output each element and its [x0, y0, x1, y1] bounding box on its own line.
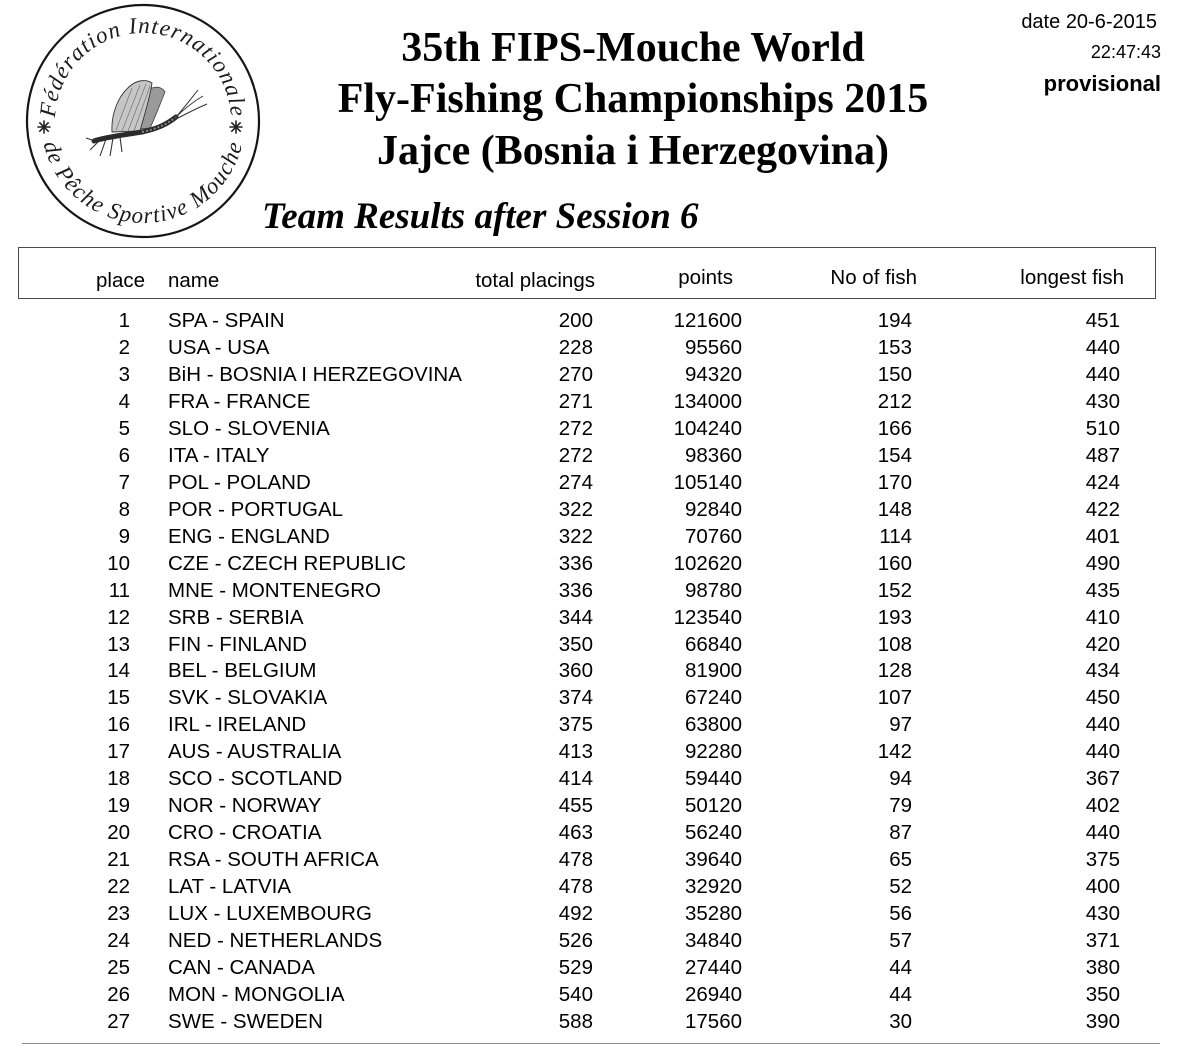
cell-points: 35280 — [684, 902, 742, 926]
cell-total-placings: 274 — [558, 470, 593, 494]
cell-points: 81900 — [684, 659, 742, 683]
table-row — [0, 469, 1181, 496]
cell-name: NOR - NORWAY — [168, 794, 322, 818]
cell-longest-fish: 434 — [1085, 659, 1120, 683]
cell-no-of-fish: 193 — [877, 605, 912, 629]
cell-longest-fish: 440 — [1085, 713, 1120, 737]
cell-no-of-fish: 114 — [879, 524, 912, 548]
cell-place: 22 — [107, 875, 130, 899]
cell-no-of-fish: 170 — [877, 470, 912, 494]
bottom-divider — [22, 1043, 1160, 1044]
cell-points: 92840 — [684, 497, 742, 521]
cell-total-placings: 374 — [558, 686, 593, 710]
column-header-place: place — [95, 268, 145, 292]
cell-name: USA - USA — [168, 335, 270, 359]
cell-total-placings: 455 — [558, 794, 593, 818]
column-header-longest-fish: longest fish — [1020, 265, 1124, 289]
fips-logo — [0, 0, 290, 245]
cell-longest-fish: 490 — [1085, 551, 1120, 575]
cell-points: 102620 — [673, 551, 742, 575]
cell-points: 98360 — [684, 443, 742, 467]
cell-name: MON - MONGOLIA — [168, 983, 345, 1006]
cell-no-of-fish: 152 — [877, 578, 912, 602]
cell-longest-fish: 375 — [1085, 848, 1120, 872]
cell-points: 134000 — [673, 389, 742, 413]
cell-place: 10 — [107, 551, 130, 575]
table-row — [0, 927, 1181, 954]
page-subtitle: Team Results after Session 6 — [262, 196, 699, 237]
cell-points: 27440 — [684, 956, 742, 980]
cell-points: 34840 — [684, 929, 742, 953]
cell-no-of-fish: 44 — [889, 956, 912, 980]
table-row — [0, 873, 1181, 900]
cell-name: SCO - SCOTLAND — [168, 767, 343, 791]
logo-bottom-text: de Pêche Sportive Mouche — [38, 137, 248, 229]
cell-no-of-fish: 212 — [877, 389, 912, 413]
cell-place: 1 — [118, 309, 130, 332]
cell-place: 13 — [107, 632, 130, 656]
table-row — [0, 442, 1181, 469]
cell-name: NED - NETHERLANDS — [168, 929, 383, 953]
table-row — [0, 415, 1181, 442]
cell-place: 8 — [118, 497, 130, 521]
cell-total-placings: 540 — [558, 983, 593, 1006]
cell-place: 16 — [107, 713, 130, 737]
results-table-body — [0, 307, 1181, 1035]
table-row — [0, 765, 1181, 792]
table-row — [0, 388, 1181, 415]
cell-name: BEL - BELGIUM — [168, 659, 317, 683]
table-row — [0, 981, 1181, 1008]
cell-place: 11 — [108, 578, 130, 602]
table-row — [0, 792, 1181, 819]
column-header-name: name — [168, 268, 220, 292]
table-row — [0, 1008, 1181, 1035]
cell-no-of-fish: 94 — [889, 767, 912, 791]
cell-points: 32920 — [684, 875, 742, 899]
cell-no-of-fish: 128 — [877, 659, 912, 683]
cell-name: LAT - LATVIA — [168, 875, 292, 899]
cell-name: CAN - CANADA — [168, 956, 315, 980]
cell-no-of-fish: 57 — [889, 929, 912, 953]
title-line-2: Fly-Fishing Championships 2015 — [337, 76, 929, 122]
cell-longest-fish: 422 — [1085, 497, 1120, 521]
cell-place: 3 — [118, 362, 130, 386]
cell-name: ITA - ITALY — [168, 443, 270, 467]
cell-total-placings: 478 — [558, 875, 593, 899]
cell-place: 20 — [107, 821, 130, 845]
cell-no-of-fish: 52 — [889, 875, 912, 899]
cell-place: 26 — [107, 983, 130, 1006]
cell-place: 27 — [107, 1009, 130, 1033]
cell-place: 23 — [107, 902, 130, 926]
cell-points: 92280 — [684, 740, 742, 764]
cell-longest-fish: 435 — [1085, 578, 1120, 602]
cell-no-of-fish: 142 — [877, 740, 912, 764]
cell-name: RSA - SOUTH AFRICA — [168, 848, 379, 872]
cell-no-of-fish: 44 — [889, 983, 912, 1006]
status-label: provisional — [1043, 71, 1161, 96]
cell-longest-fish: 371 — [1085, 929, 1120, 953]
table-row — [0, 684, 1181, 711]
cell-longest-fish: 367 — [1085, 767, 1120, 791]
cell-no-of-fish: 160 — [877, 551, 912, 575]
cell-name: IRL - IRELAND — [168, 713, 307, 737]
table-row — [0, 846, 1181, 873]
table-row — [0, 523, 1181, 550]
asterisk-icon — [38, 121, 50, 133]
cell-name: AUS - AUSTRALIA — [168, 740, 342, 764]
cell-name: POL - POLAND — [168, 470, 311, 494]
mayfly-icon — [86, 81, 207, 156]
title-line-1: 35th FIPS-Mouche World — [401, 25, 865, 71]
cell-total-placings: 322 — [558, 524, 593, 548]
table-row — [0, 361, 1181, 388]
cell-total-placings: 414 — [558, 767, 593, 791]
cell-points: 39640 — [684, 848, 742, 872]
cell-place: 12 — [107, 605, 130, 629]
cell-no-of-fish: 56 — [889, 902, 912, 926]
logo-top-text: Fédération Internationale — [34, 12, 252, 119]
cell-points: 94320 — [684, 362, 742, 386]
cell-no-of-fish: 107 — [877, 686, 912, 710]
cell-longest-fish: 430 — [1085, 902, 1120, 926]
cell-total-placings: 413 — [558, 740, 593, 764]
cell-longest-fish: 440 — [1085, 362, 1120, 386]
cell-longest-fish: 440 — [1085, 821, 1120, 845]
cell-place: 15 — [107, 686, 130, 710]
cell-place: 25 — [107, 956, 130, 980]
cell-no-of-fish: 97 — [889, 713, 912, 737]
column-header-total-placings: total placings — [475, 268, 595, 292]
table-row — [0, 657, 1181, 684]
cell-longest-fish: 420 — [1085, 632, 1120, 656]
cell-place: 4 — [118, 389, 130, 413]
cell-no-of-fish: 108 — [877, 632, 912, 656]
cell-name: CZE - CZECH REPUBLIC — [168, 551, 407, 575]
cell-total-placings: 200 — [558, 309, 593, 332]
cell-total-placings: 271 — [558, 389, 593, 413]
cell-longest-fish: 424 — [1085, 470, 1120, 494]
cell-points: 123540 — [673, 605, 742, 629]
column-header-no-of-fish: No of fish — [830, 265, 917, 289]
cell-points: 104240 — [673, 416, 742, 440]
cell-total-placings: 350 — [558, 632, 593, 656]
cell-no-of-fish: 65 — [889, 848, 912, 872]
table-row — [0, 604, 1181, 631]
cell-longest-fish: 401 — [1085, 524, 1120, 548]
cell-longest-fish: 402 — [1085, 794, 1120, 818]
cell-points: 56240 — [684, 821, 742, 845]
cell-longest-fish: 400 — [1085, 875, 1120, 899]
date-value: 20-6-2015 — [1065, 11, 1157, 33]
cell-name: FIN - FINLAND — [168, 632, 307, 656]
cell-points: 63800 — [684, 713, 742, 737]
cell-total-placings: 336 — [558, 578, 593, 602]
cell-total-placings: 344 — [558, 605, 593, 629]
cell-longest-fish: 430 — [1085, 389, 1120, 413]
cell-total-placings: 375 — [558, 713, 593, 737]
cell-points: 17560 — [684, 1009, 742, 1033]
cell-no-of-fish: 148 — [877, 497, 912, 521]
cell-longest-fish: 380 — [1085, 956, 1120, 980]
date-label: date — [1021, 11, 1061, 33]
cell-no-of-fish: 150 — [877, 362, 912, 386]
cell-total-placings: 492 — [558, 902, 593, 926]
cell-total-placings: 478 — [558, 848, 593, 872]
table-row — [0, 631, 1181, 658]
cell-longest-fish: 350 — [1085, 983, 1120, 1006]
cell-no-of-fish: 87 — [889, 821, 912, 845]
cell-name: MNE - MONTENEGRO — [168, 578, 381, 602]
cell-longest-fish: 410 — [1085, 605, 1120, 629]
cell-no-of-fish: 154 — [877, 443, 912, 467]
cell-points: 50120 — [684, 794, 742, 818]
cell-total-placings: 360 — [558, 659, 593, 683]
cell-points: 66840 — [684, 632, 742, 656]
cell-points: 121600 — [673, 309, 742, 332]
cell-longest-fish: 510 — [1085, 416, 1120, 440]
cell-place: 24 — [107, 929, 130, 953]
report-date — [1021, 12, 1157, 32]
cell-total-placings: 270 — [558, 362, 593, 386]
cell-points: 67240 — [684, 686, 742, 710]
cell-no-of-fish: 30 — [889, 1009, 912, 1033]
cell-total-placings: 529 — [558, 956, 593, 980]
cell-total-placings: 272 — [558, 443, 593, 467]
cell-name: LUX - LUXEMBOURG — [168, 902, 372, 926]
table-row — [0, 307, 1181, 334]
cell-place: 9 — [118, 524, 130, 548]
cell-name: SPA - SPAIN — [168, 309, 285, 332]
cell-place: 2 — [118, 335, 130, 359]
cell-name: POR - PORTUGAL — [168, 497, 344, 521]
cell-total-placings: 272 — [558, 416, 593, 440]
table-row — [0, 334, 1181, 361]
cell-name: SLO - SLOVENIA — [168, 416, 330, 440]
cell-place: 14 — [107, 659, 130, 683]
table-row — [0, 954, 1181, 981]
cell-name: CRO - CROATIA — [168, 821, 322, 845]
cell-total-placings: 336 — [558, 551, 593, 575]
cell-name: SRB - SERBIA — [168, 605, 304, 629]
asterisk-icon — [230, 121, 242, 133]
cell-place: 7 — [118, 470, 130, 494]
column-header-points: points — [678, 265, 733, 289]
cell-longest-fish: 440 — [1085, 335, 1120, 359]
cell-points: 95560 — [684, 335, 742, 359]
cell-total-placings: 228 — [558, 335, 593, 359]
cell-name: ENG - ENGLAND — [168, 524, 330, 548]
cell-longest-fish: 450 — [1085, 686, 1120, 710]
cell-longest-fish: 451 — [1085, 309, 1120, 332]
cell-no-of-fish: 153 — [877, 335, 912, 359]
cell-no-of-fish: 79 — [889, 794, 912, 818]
cell-place: 19 — [107, 794, 130, 818]
table-row — [0, 496, 1181, 523]
cell-longest-fish: 390 — [1085, 1009, 1120, 1033]
cell-place: 21 — [107, 848, 130, 872]
cell-points: 98780 — [684, 578, 742, 602]
cell-name: FRA - FRANCE — [168, 389, 311, 413]
cell-name: BiH - BOSNIA I HERZEGOVINA — [168, 362, 462, 386]
cell-total-placings: 322 — [558, 497, 593, 521]
cell-points: 26940 — [684, 983, 742, 1006]
cell-no-of-fish: 166 — [877, 416, 912, 440]
table-row — [0, 711, 1181, 738]
cell-total-placings: 588 — [558, 1009, 593, 1033]
cell-longest-fish: 440 — [1085, 740, 1120, 764]
cell-place: 6 — [118, 443, 130, 467]
cell-no-of-fish: 194 — [877, 309, 912, 332]
table-row — [0, 819, 1181, 846]
cell-total-placings: 463 — [558, 821, 593, 845]
table-row — [0, 738, 1181, 765]
cell-place: 5 — [118, 416, 130, 440]
cell-longest-fish: 487 — [1085, 443, 1120, 467]
cell-name: SWE - SWEDEN — [168, 1009, 323, 1033]
table-header — [18, 247, 1156, 299]
table-row — [0, 550, 1181, 577]
title-line-3: Jajce (Bosnia i Herzegovina) — [376, 128, 890, 174]
table-row — [0, 577, 1181, 604]
cell-points: 105140 — [673, 470, 742, 494]
table-row — [0, 900, 1181, 927]
cell-place: 17 — [107, 740, 130, 764]
cell-total-placings: 526 — [558, 929, 593, 953]
cell-place: 18 — [107, 767, 130, 791]
cell-points: 59440 — [684, 767, 742, 791]
report-time: 22:47:43 — [1090, 42, 1161, 62]
cell-name: SVK - SLOVAKIA — [168, 686, 328, 710]
cell-points: 70760 — [684, 524, 742, 548]
